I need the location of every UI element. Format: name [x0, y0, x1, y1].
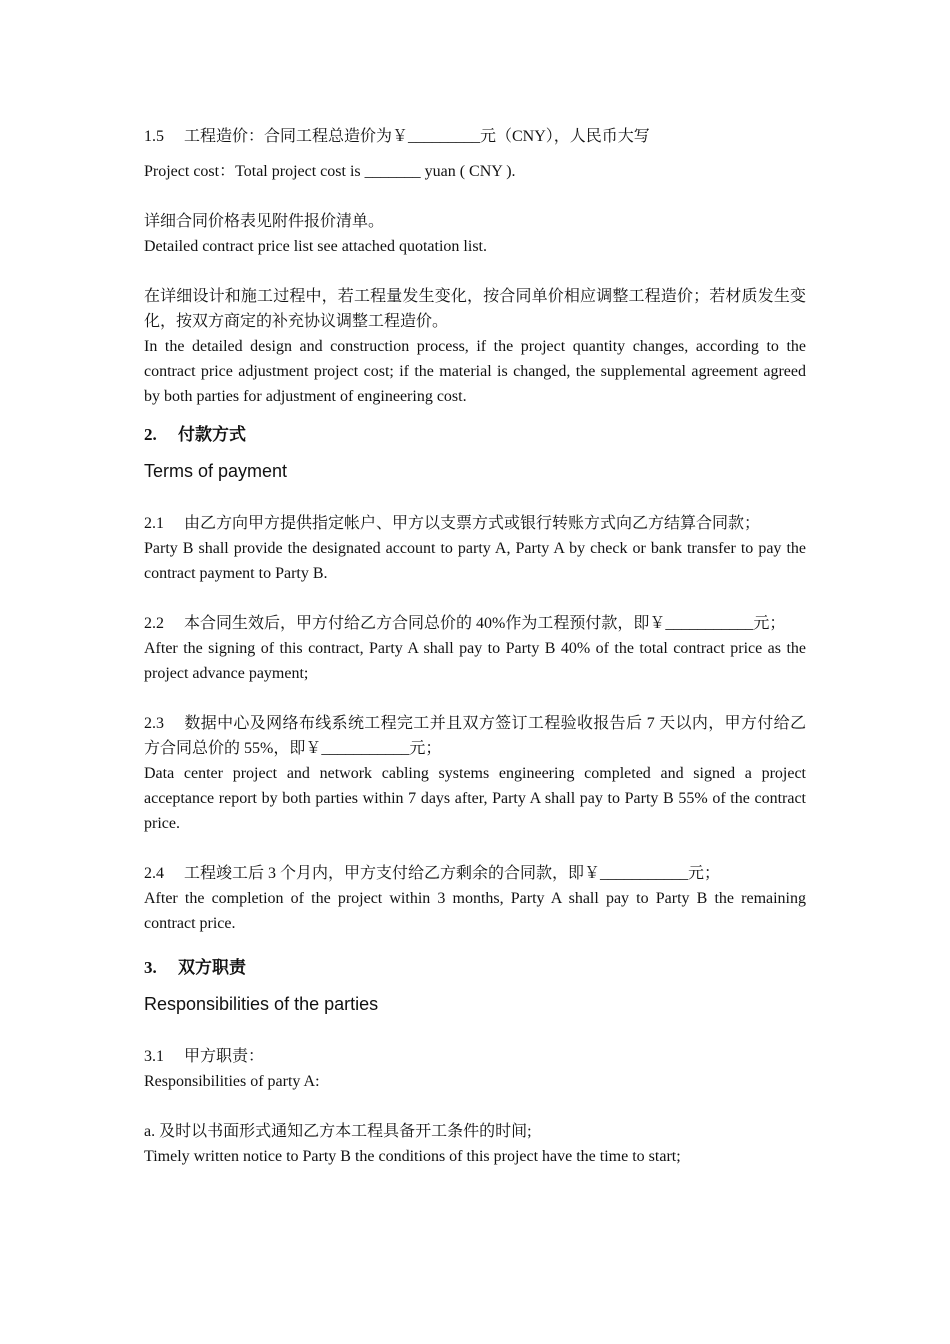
clause-number: 2.4: [144, 865, 164, 882]
clause-2-3-zh: [144, 711, 806, 761]
section-title: 付款方式: [178, 425, 246, 444]
clause-text: 本合同生效后，甲方付给乙方合同总价的 40%作为工程预付款，即￥___________元；: [184, 615, 786, 632]
document-body: [144, 124, 806, 1169]
clause-number: 3.1: [144, 1048, 164, 1065]
clause-text: 工程造价：合同工程总造价为￥_________元（CNY），人民币大写: [184, 128, 650, 145]
section-number: 2.: [144, 425, 157, 444]
adjust-paragraph-en: In the detailed design and construction process, if the project quantity changes, according to the contract price adjustment project cost; if the material is changed, the supplemental agreement agreed by both parties for adjustment of engineering cost.: [144, 338, 806, 405]
clause-2-1-en: Party B shall provide the designated account to party A, Party A by check or bank transfer to pay the contract payment to Party B.: [144, 540, 806, 582]
clause-2-4-en: After the completion of the project within 3 months, Party A shall pay to Party B the remaining contract price.: [144, 890, 806, 932]
detail-note-en: Detailed contract price list see attached quotation list.: [144, 238, 487, 255]
clause-number: 2.2: [144, 615, 164, 632]
clause-text: 甲方职责：: [184, 1048, 265, 1065]
spacer: [144, 1094, 806, 1119]
clause-2-4-zh: [144, 861, 806, 886]
clause-2-2-zh: [144, 611, 806, 636]
clause-1-5-en: Project cost：Total project cost is _______ yuan ( CNY ).: [144, 163, 516, 180]
section-2-heading-zh: [144, 417, 806, 453]
clause-2-3-en: Data center project and network cabling systems engineering completed and signed a project acceptance report by both parties within 7 days after, Party A shall pay to Party B 55% of the contract price.: [144, 765, 806, 832]
clause-text: 数据中心及网络布线系统工程完工并且双方签订工程验收报告后 7 天以内，甲方付给乙方合同总价的 55%，即￥___________元；: [144, 715, 806, 757]
spacer: [144, 836, 806, 861]
section-number: 3.: [144, 958, 157, 977]
spacer: [144, 686, 806, 711]
section-3-heading-en: Responsibilities of the parties: [144, 994, 379, 1014]
item-a-zh: a. 及时以书面形式通知乙方本工程具备开工条件的时间;: [144, 1123, 532, 1140]
section-title: 双方职责: [178, 958, 246, 977]
clause-1-5-zh: [144, 124, 806, 149]
spacer: [144, 489, 806, 511]
item-a-en: Timely written notice to Party B the conditions of this project have the time to start;: [144, 1148, 681, 1165]
detail-note-zh: 详细合同价格表见附件报价清单。: [144, 213, 385, 230]
clause-3-1-en: Responsibilities of party A:: [144, 1073, 320, 1090]
spacer: [144, 259, 806, 284]
spacer: [144, 586, 806, 611]
clause-3-1-zh: [144, 1044, 806, 1069]
clause-text: 工程竣工后 3 个月内，甲方支付给乙方剩余的合同款，即￥___________元；: [184, 865, 721, 882]
clause-2-2-en: After the signing of this contract, Party A shall pay to Party B 40% of the total contract price as the project advance payment;: [144, 640, 806, 682]
clause-number: 2.1: [144, 515, 164, 532]
clause-2-1-zh: [144, 511, 806, 536]
adjust-paragraph-zh: 在详细设计和施工过程中，若工程量发生变化，按合同单价相应调整工程造价；若材质发生变化，按双方商定的补充协议调整工程造价。: [144, 288, 806, 330]
clause-text: 由乙方向甲方提供指定帐户、甲方以支票方式或银行转账方式向乙方结算合同款；: [184, 515, 761, 532]
section-3-heading-zh: [144, 950, 806, 986]
spacer: [144, 1022, 806, 1044]
clause-number: 2.3: [144, 715, 164, 732]
spacer: [144, 184, 806, 209]
section-2-heading-en: Terms of payment: [144, 461, 288, 481]
clause-number: 1.5: [144, 128, 164, 145]
